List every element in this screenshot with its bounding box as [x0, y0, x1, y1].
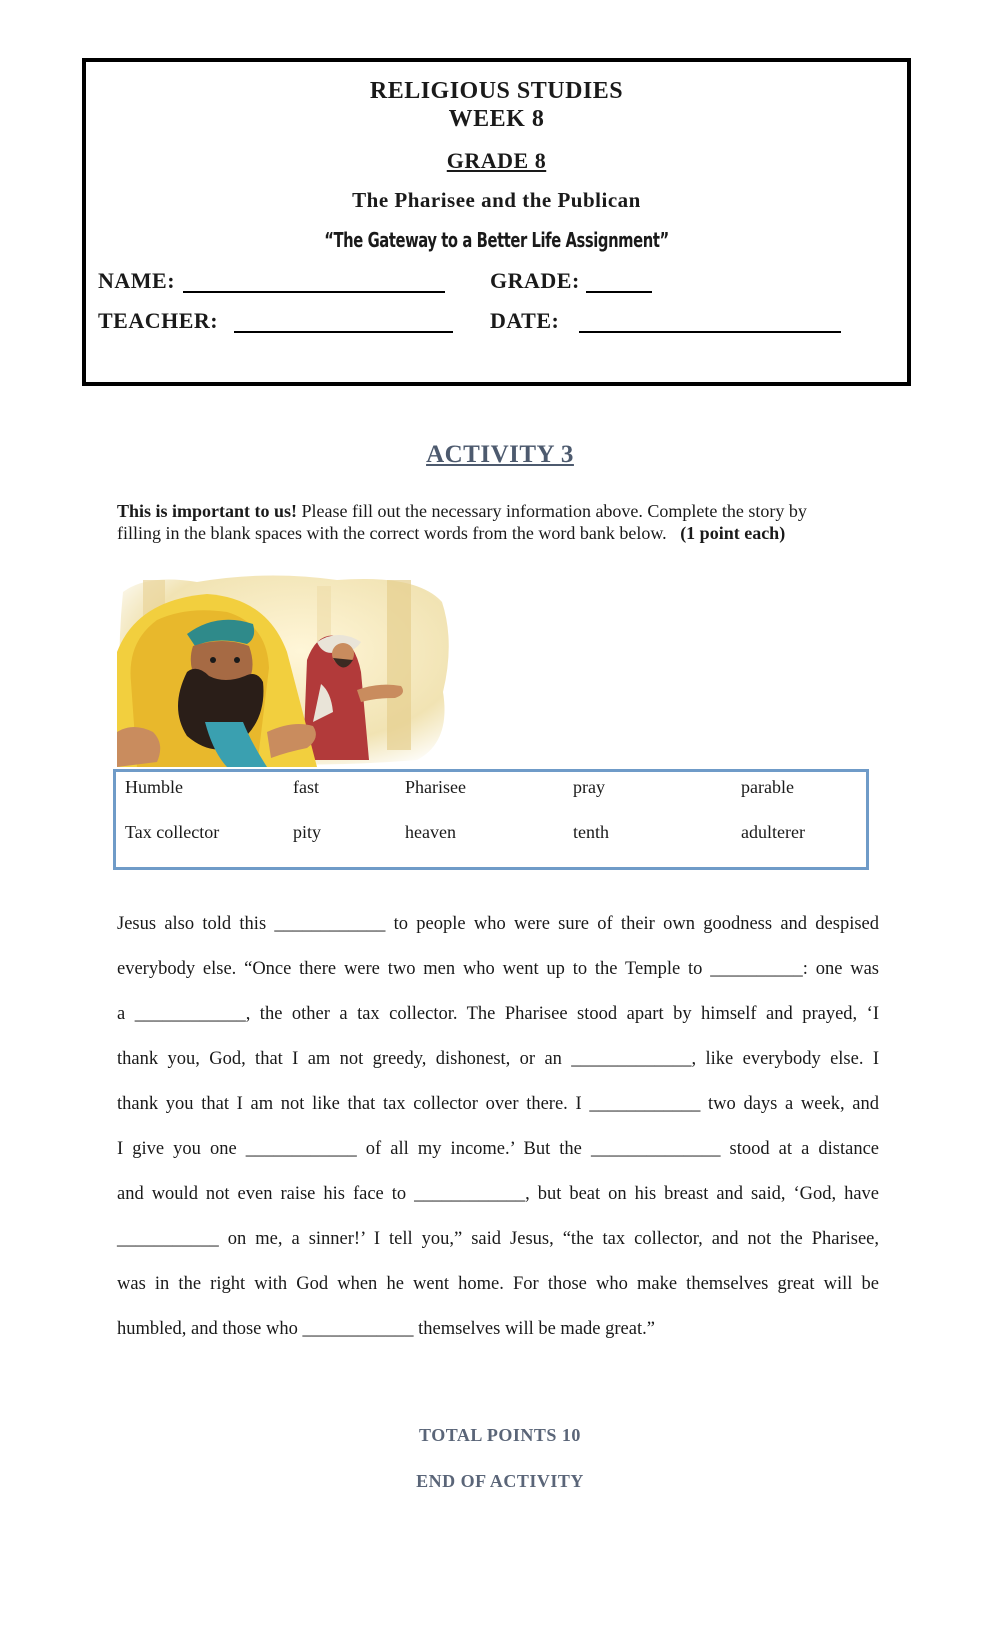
grade-field[interactable] — [586, 291, 652, 293]
grade-heading: GRADE 8 — [446, 148, 547, 173]
lesson-subtitle: The Pharisee and the Publican — [352, 188, 641, 212]
story-line: and would not even raise his face to ____________, but beat on his breast and said, ‘God, have — [117, 1184, 879, 1204]
activity-title: ACTIVITY 3 — [426, 441, 574, 468]
teacher-label: TEACHER: — [98, 308, 219, 333]
story-line: was in the right with God when he went home. For those who make themselves great will be — [117, 1274, 879, 1294]
instructions-emphasis: This is important to us! — [117, 501, 298, 521]
word-bank-item[interactable]: Humble — [125, 777, 183, 797]
instructions-text-1: Please fill out the necessary information above. Complete the story by — [297, 501, 807, 521]
end-of-activity: END OF ACTIVITY — [416, 1471, 584, 1491]
illustration-graphic — [117, 572, 452, 767]
assignment-title: “The Gateway to a Better Life Assignment” — [324, 228, 669, 252]
word-bank-item[interactable]: pity — [293, 822, 322, 842]
word-bank-item[interactable]: tenth — [573, 822, 609, 842]
word-bank-item[interactable]: parable — [741, 777, 794, 797]
date-field[interactable] — [579, 331, 841, 333]
name-field[interactable] — [183, 291, 445, 293]
week-title: WEEK 8 — [448, 106, 545, 132]
total-points: TOTAL POINTS 10 — [419, 1425, 581, 1445]
grade-label: GRADE: — [490, 268, 580, 293]
points-note: (1 point each) — [680, 523, 786, 543]
story-line: ___________ on me, a sinner!’ I tell you,” said Jesus, “the tax collector, and not the Pharisee, — [117, 1229, 879, 1249]
instructions-text-2: filling in the blank spaces with the correct words from the word bank below. — [117, 523, 667, 543]
word-bank-item[interactable]: adulterer — [741, 822, 805, 842]
story-line: everybody else. “Once there were two men who went up to the Temple to __________: one was — [117, 959, 879, 979]
word-bank-item[interactable]: Pharisee — [405, 777, 466, 797]
story-line: thank you that I am not like that tax collector over there. I ____________ two days a week, and — [117, 1094, 879, 1114]
word-bank-item[interactable]: Tax collector — [125, 822, 220, 842]
word-bank-item[interactable]: pray — [573, 777, 605, 797]
word-bank-item[interactable]: heaven — [405, 822, 456, 842]
story-line: a ____________, the other a tax collector. The Pharisee stood apart by himself and prayed, ‘I — [117, 1004, 879, 1024]
word-bank-item[interactable]: fast — [293, 777, 319, 797]
word-bank — [113, 769, 869, 870]
story-line: I give you one ____________ of all my income.’ But the ______________ stood at a distance — [117, 1139, 879, 1159]
teacher-field[interactable] — [234, 331, 453, 333]
name-label: NAME: — [98, 268, 176, 293]
pharisee-and-publican-illustration — [117, 572, 452, 767]
story-line: humbled, and those who ____________ themselves will be made great.” — [117, 1319, 655, 1339]
date-label: DATE: — [490, 308, 560, 333]
worksheet-header-box — [82, 58, 911, 386]
subject-title: RELIGIOUS STUDIES — [369, 78, 624, 104]
story-line: thank you, God, that I am not greedy, dishonest, or an _____________, like everybody else. I — [117, 1049, 879, 1069]
story-line: Jesus also told this ____________ to people who were sure of their own goodness and despised — [117, 914, 879, 934]
instructions — [117, 500, 887, 544]
